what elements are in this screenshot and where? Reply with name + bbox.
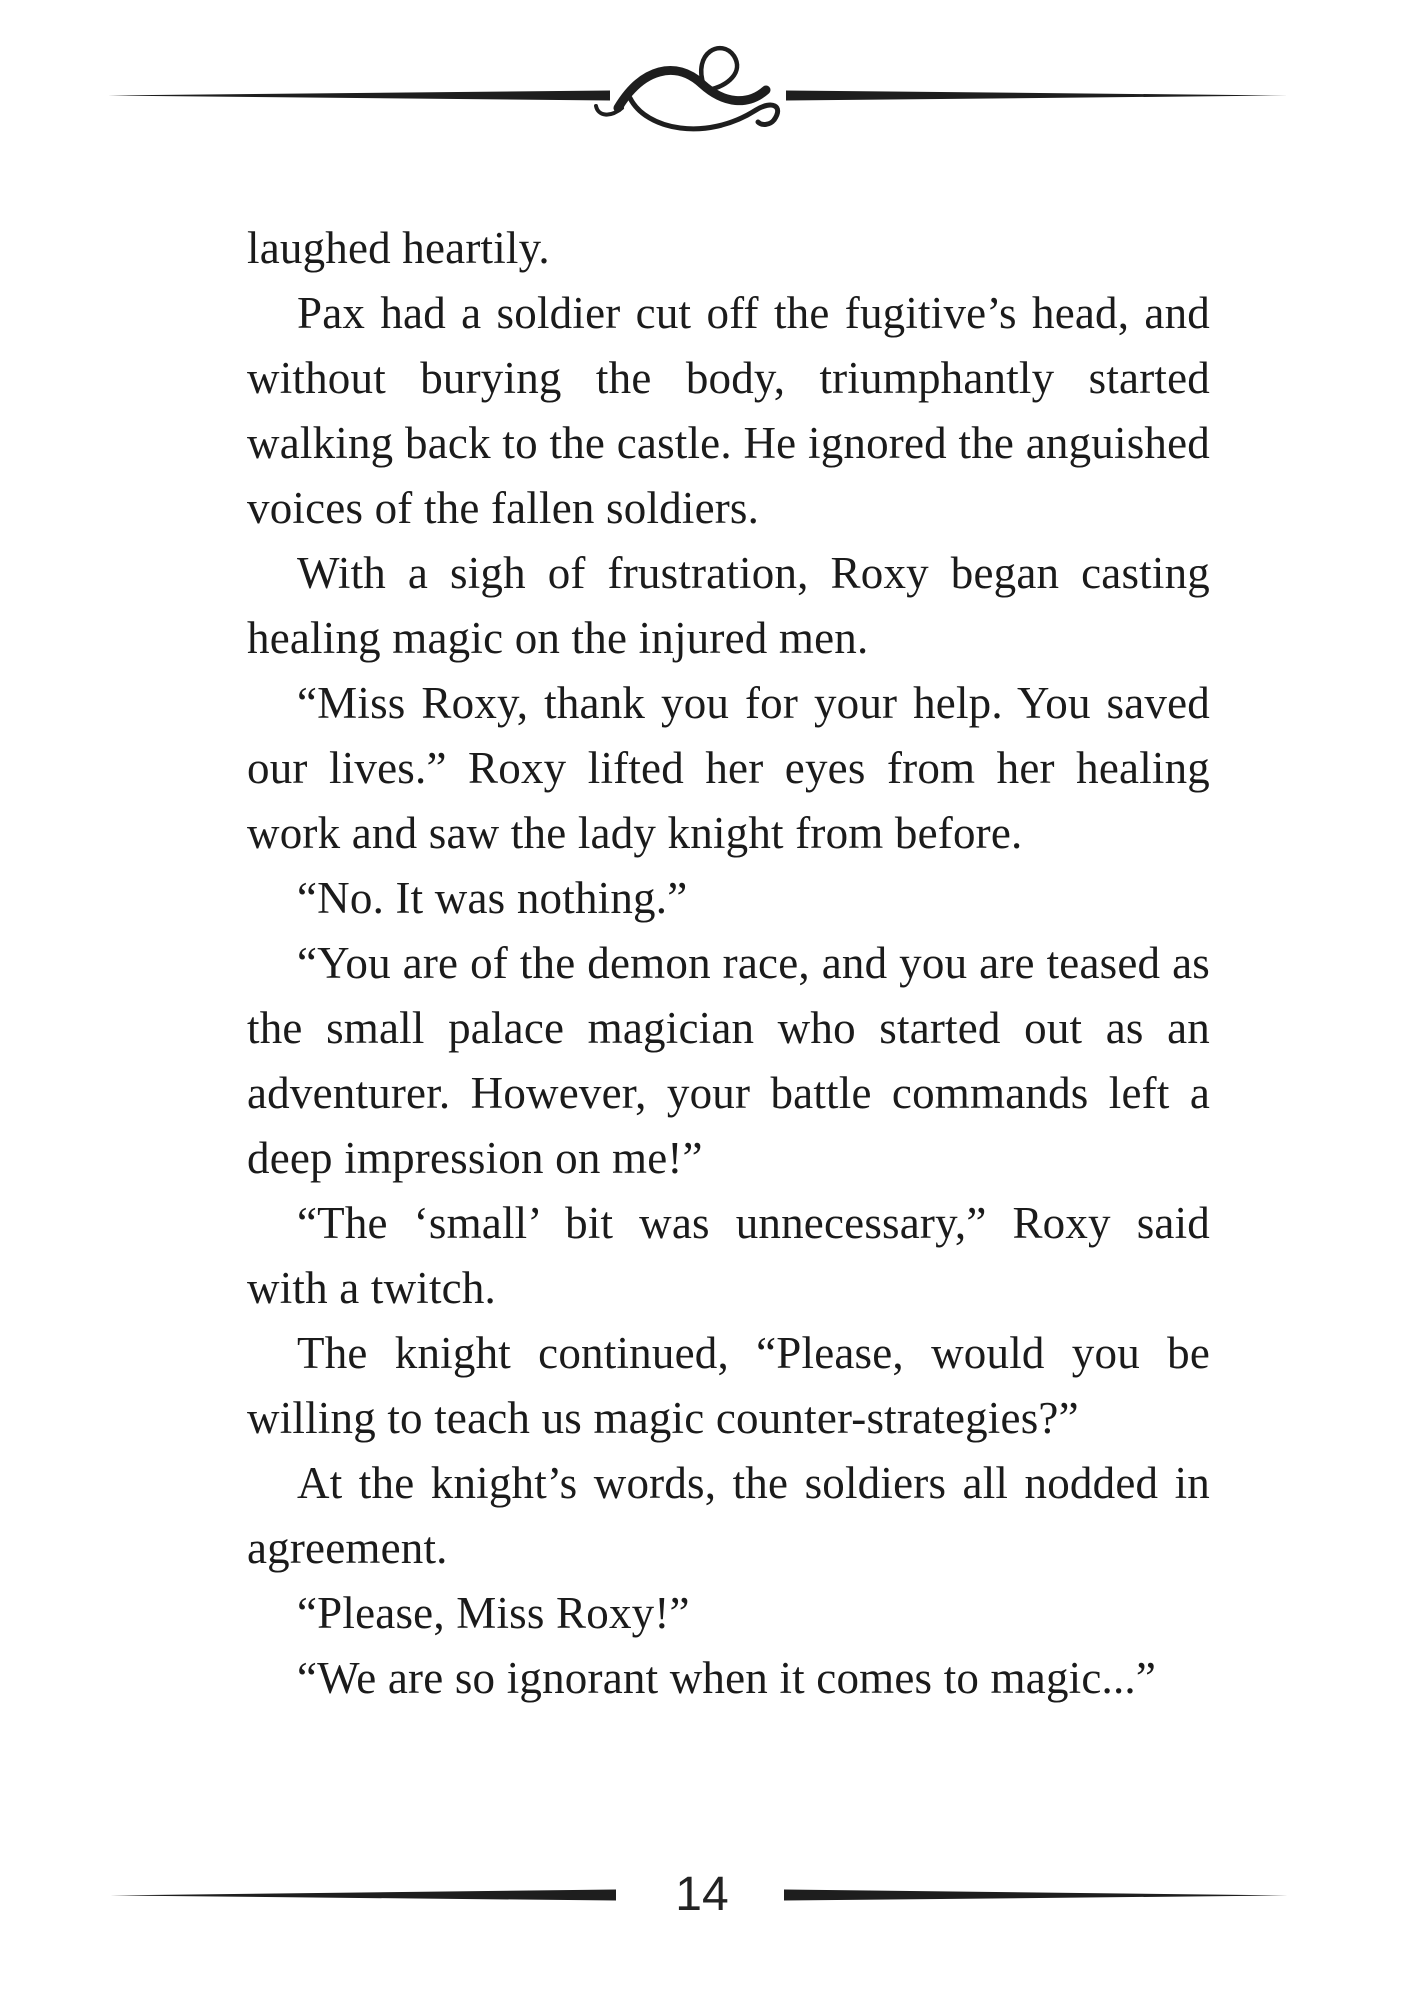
paragraph: “We are so ignorant when it comes to magic...” [297, 1653, 1157, 1703]
paragraph: “The ‘small’ bit was unnecessary,” Roxy said with a twitch. [247, 1198, 1210, 1313]
header-rule-right [786, 91, 1288, 101]
header-rule-left [108, 91, 610, 101]
page-text [247, 216, 1210, 1711]
paragraph: The knight continued, “Please, would you be willing to teach us magic counter-strategies?” [247, 1328, 1210, 1443]
paragraph: “You are of the demon race, and you are teased as the small palace magician who started out as an adventurer. However, your battle commands left a deep impression on me!” [247, 938, 1210, 1183]
paragraph: Pax had a soldier cut off the fugitive’s head, and without burying the body, triumphantly started walking back to the castle. He ignored the anguished voices of the fallen soldiers. [247, 288, 1210, 533]
flourish-icon [596, 48, 778, 129]
paragraph: “Miss Roxy, thank you for your help. You saved our lives.” Roxy lifted her eyes from her healing work and saw the lady knight from before. [247, 678, 1210, 858]
page-number: 14 [675, 1868, 729, 1921]
footer-rule-left [110, 1890, 616, 1901]
paragraph: With a sigh of frustration, Roxy began casting healing magic on the injured men. [247, 548, 1210, 663]
paragraph: At the knight’s words, the soldiers all nodded in agreement. [247, 1458, 1210, 1573]
paragraph: “Please, Miss Roxy!” [297, 1588, 690, 1638]
header-divider-ornament [0, 0, 1404, 160]
paragraph: laughed heartily. [247, 223, 550, 273]
page-footer [0, 1860, 1404, 1930]
footer-rule-right [784, 1890, 1288, 1901]
paragraph: “No. It was nothing.” [297, 873, 688, 923]
